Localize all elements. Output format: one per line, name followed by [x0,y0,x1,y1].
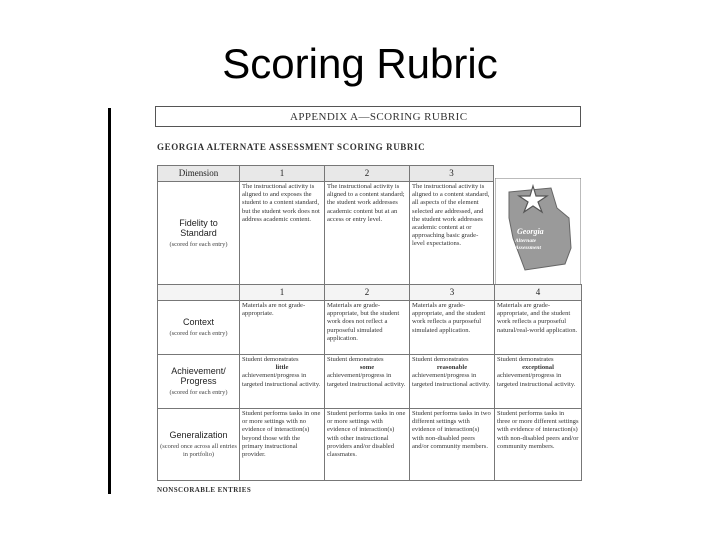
dimension-header: Dimension [158,166,240,182]
generalization-score-4: Student performs tasks in three or more different settings with evidence of interaction(s) with non-disabled peers and/or community members. [495,409,582,481]
fidelity-row [158,182,494,286]
achievement-1-lead: Student demonstrates [242,356,299,363]
appendix-title: APPENDIX A—SCORING RUBRIC [290,111,468,123]
achievement-dimension-name: Achievement/ Progress [171,366,226,386]
achievement-2-tail: achievement/progress in targeted instructional activity. [327,372,406,388]
context-score-2: Materials are grade-appropriate, but the student work does not reflect a purposeful simulated application. [325,301,410,355]
achievement-4-key: exceptional [522,364,554,372]
fidelity-score-1: The instructional activity is aligned to and exposes the student to a content standard, but the student work does not address academic content. [240,182,325,286]
achievement-3-tail: achievement/progress in targeted instructional activity. [412,372,491,388]
fidelity-score-3: The instructional activity is aligned to a content standard, all aspects of the element selected are addressed, and the student work addresses academic content at or approaching basic grade-level expectations. [410,182,494,286]
achievement-score-4 [495,355,582,409]
georgia-logo [495,178,581,286]
context-row [158,301,582,355]
achievement-1-tail: achievement/progress in targeted instructional activity. [242,372,321,388]
score-level-3: 3 [410,285,495,301]
achievement-score-1 [240,355,325,409]
georgia-state-logo-icon [495,178,581,286]
achievement-2-lead: Student demonstrates [327,356,384,363]
score-2-header: 2 [325,166,410,182]
generalization-score-3: Student performs tasks in two different settings with evidence of interaction(s) with non-disabled peers and/or community members. [410,409,495,481]
appendix-title-bar [155,106,581,127]
achievement-3-lead: Student demonstrates [412,356,469,363]
score-level-2: 2 [325,285,410,301]
achievement-4-lead: Student demonstrates [497,356,554,363]
context-dimension-name: Context [182,317,215,327]
generalization-dimension-cell [158,409,240,481]
achievement-3-key: reasonable [436,364,468,372]
score-3-header: 3 [410,166,494,182]
scoring-rubric-table [157,165,494,286]
rubric-document-image [155,106,583,494]
achievement-score-3 [410,355,495,409]
scoring-rubric-table-lower [157,284,582,481]
generalization-row [158,409,582,481]
fidelity-dimension-cell [158,182,240,286]
slide-title: Scoring Rubric [222,40,498,87]
achievement-2-key: some [359,364,375,372]
fidelity-dimension-note: (scored for each entry) [169,241,228,248]
generalization-score-2: Student performs tasks in one or more settings with evidence of interaction(s) with other instructional providers and/or disabled classmates. [325,409,410,481]
fidelity-dimension-name: Fidelity to Standard [179,218,218,238]
left-vertical-rule [108,108,111,494]
context-score-4: Materials are grade-appropriate, and the student work reflects a purposeful natural/real-world application. [495,301,582,355]
generalization-dimension-name: Generalization [169,430,228,440]
logo-line-2: Alternate [515,238,537,244]
context-dimension-cell [158,301,240,355]
achievement-4-tail: achievement/progress in targeted instructional activity. [497,372,576,388]
fidelity-score-2: The instructional activity is aligned to a content standard; the student work addresses academic content but at an access or entry level. [325,182,410,286]
context-score-3: Materials are grade-appropriate, and the student work reflects a purposeful simulated application. [410,301,495,355]
generalization-dimension-note: (scored once across all entries in portfolio) [160,443,237,458]
score-level-1: 1 [240,285,325,301]
table-header-row [158,166,494,182]
achievement-dimension-cell [158,355,240,409]
score-1-header: 1 [240,166,325,182]
logo-line-1: Georgia [517,227,544,236]
generalization-score-1: Student performs tasks in one or more settings with no evidence of interaction(s) beyond those with the primary instructional provider. [240,409,325,481]
logo-line-3: Assessment [515,245,541,251]
context-score-1: Materials are not grade-appropriate. [240,301,325,355]
achievement-1-key: little [275,364,289,372]
score-level-row [158,285,582,301]
achievement-dimension-note: (scored for each entry) [169,389,228,396]
achievement-row [158,355,582,409]
score-level-4: 4 [495,285,582,301]
rubric-heading: GEORGIA ALTERNATE ASSESSMENT SCORING RUBRIC [157,142,426,152]
footer-fragment: NONSCORABLE ENTRIES [157,486,252,494]
achievement-score-2 [325,355,410,409]
context-dimension-note: (scored for each entry) [169,330,228,337]
score-level-spacer [158,285,240,301]
